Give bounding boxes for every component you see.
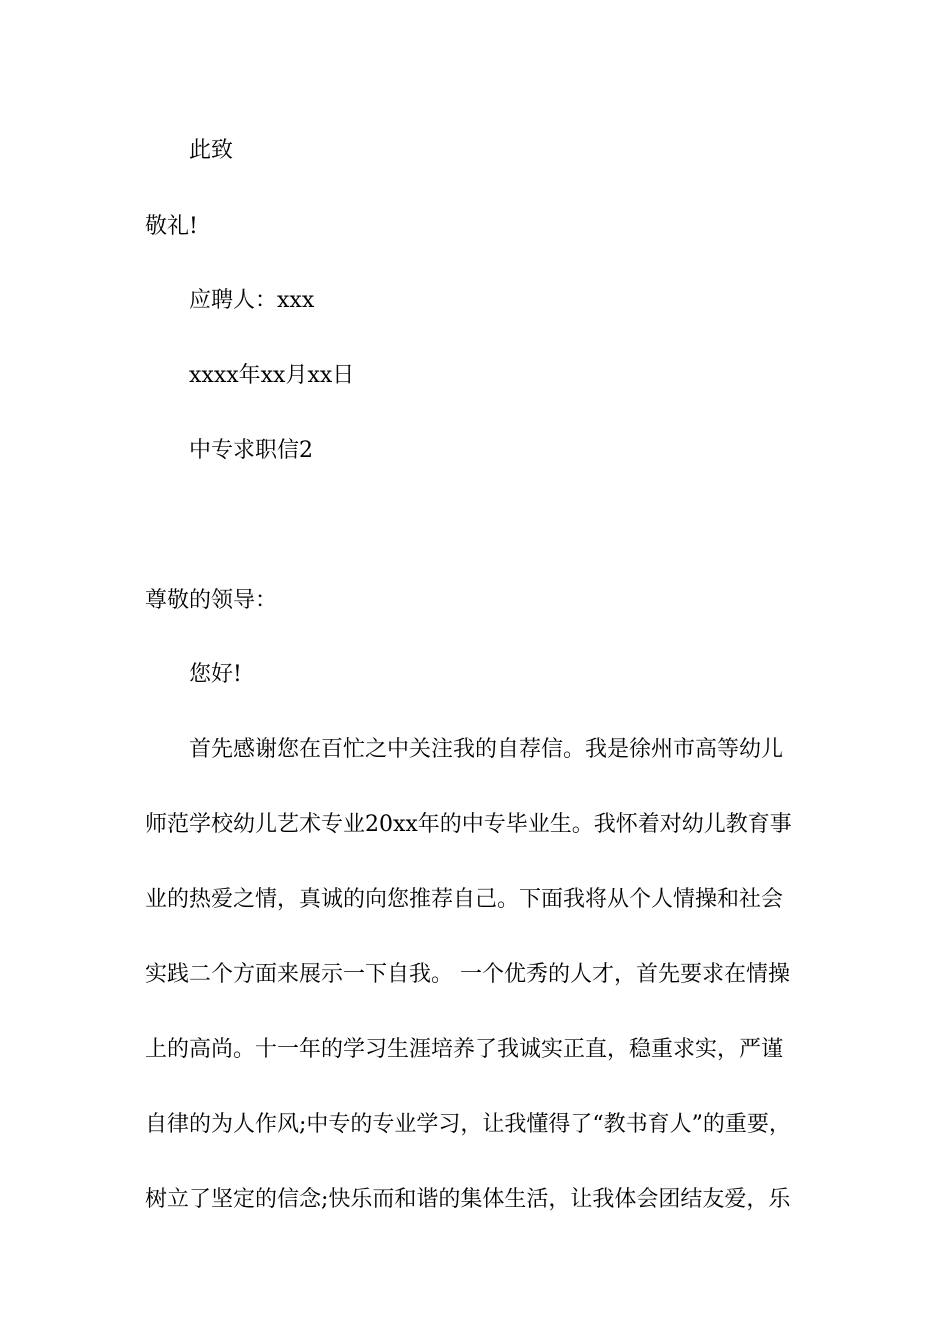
section-title: 中专求职信2 (189, 438, 313, 463)
body-line-3: 业的热爱之情，真诚的向您推荐自己。下面我将从个人情操和社会 (145, 887, 784, 912)
applicant-signature: 应聘人：xxx (189, 288, 315, 313)
body-line-2: 师范学校幼儿艺术专业20xx年的中专毕业生。我怀着对幼儿教育事 (145, 812, 792, 837)
body-line-5: 上的高尚。十一年的学习生涯培养了我诚实正直，稳重求实，严谨 (145, 1037, 784, 1062)
closing-salutation-2: 敬礼! (145, 214, 198, 239)
letter-date: xxxx年xx月xx日 (189, 363, 355, 388)
body-line-1: 首先感谢您在百忙之中关注我的自荐信。我是徐州市高等幼儿 (189, 737, 784, 762)
letter-opening: 您好! (189, 662, 242, 687)
body-line-6: 自律的为人作风;中专的专业学习，让我懂得了“教书育人”的重要， (145, 1112, 791, 1137)
body-line-4: 实践二个方面来展示一下自我。 一个优秀的人才，首先要求在情操 (145, 962, 790, 987)
letter-greeting: 尊敬的领导： (145, 588, 278, 613)
closing-salutation-1: 此致 (189, 138, 234, 163)
body-line-7: 树立了坚定的信念;快乐而和谐的集体生活，让我体会团结友爱，乐 (145, 1187, 791, 1212)
